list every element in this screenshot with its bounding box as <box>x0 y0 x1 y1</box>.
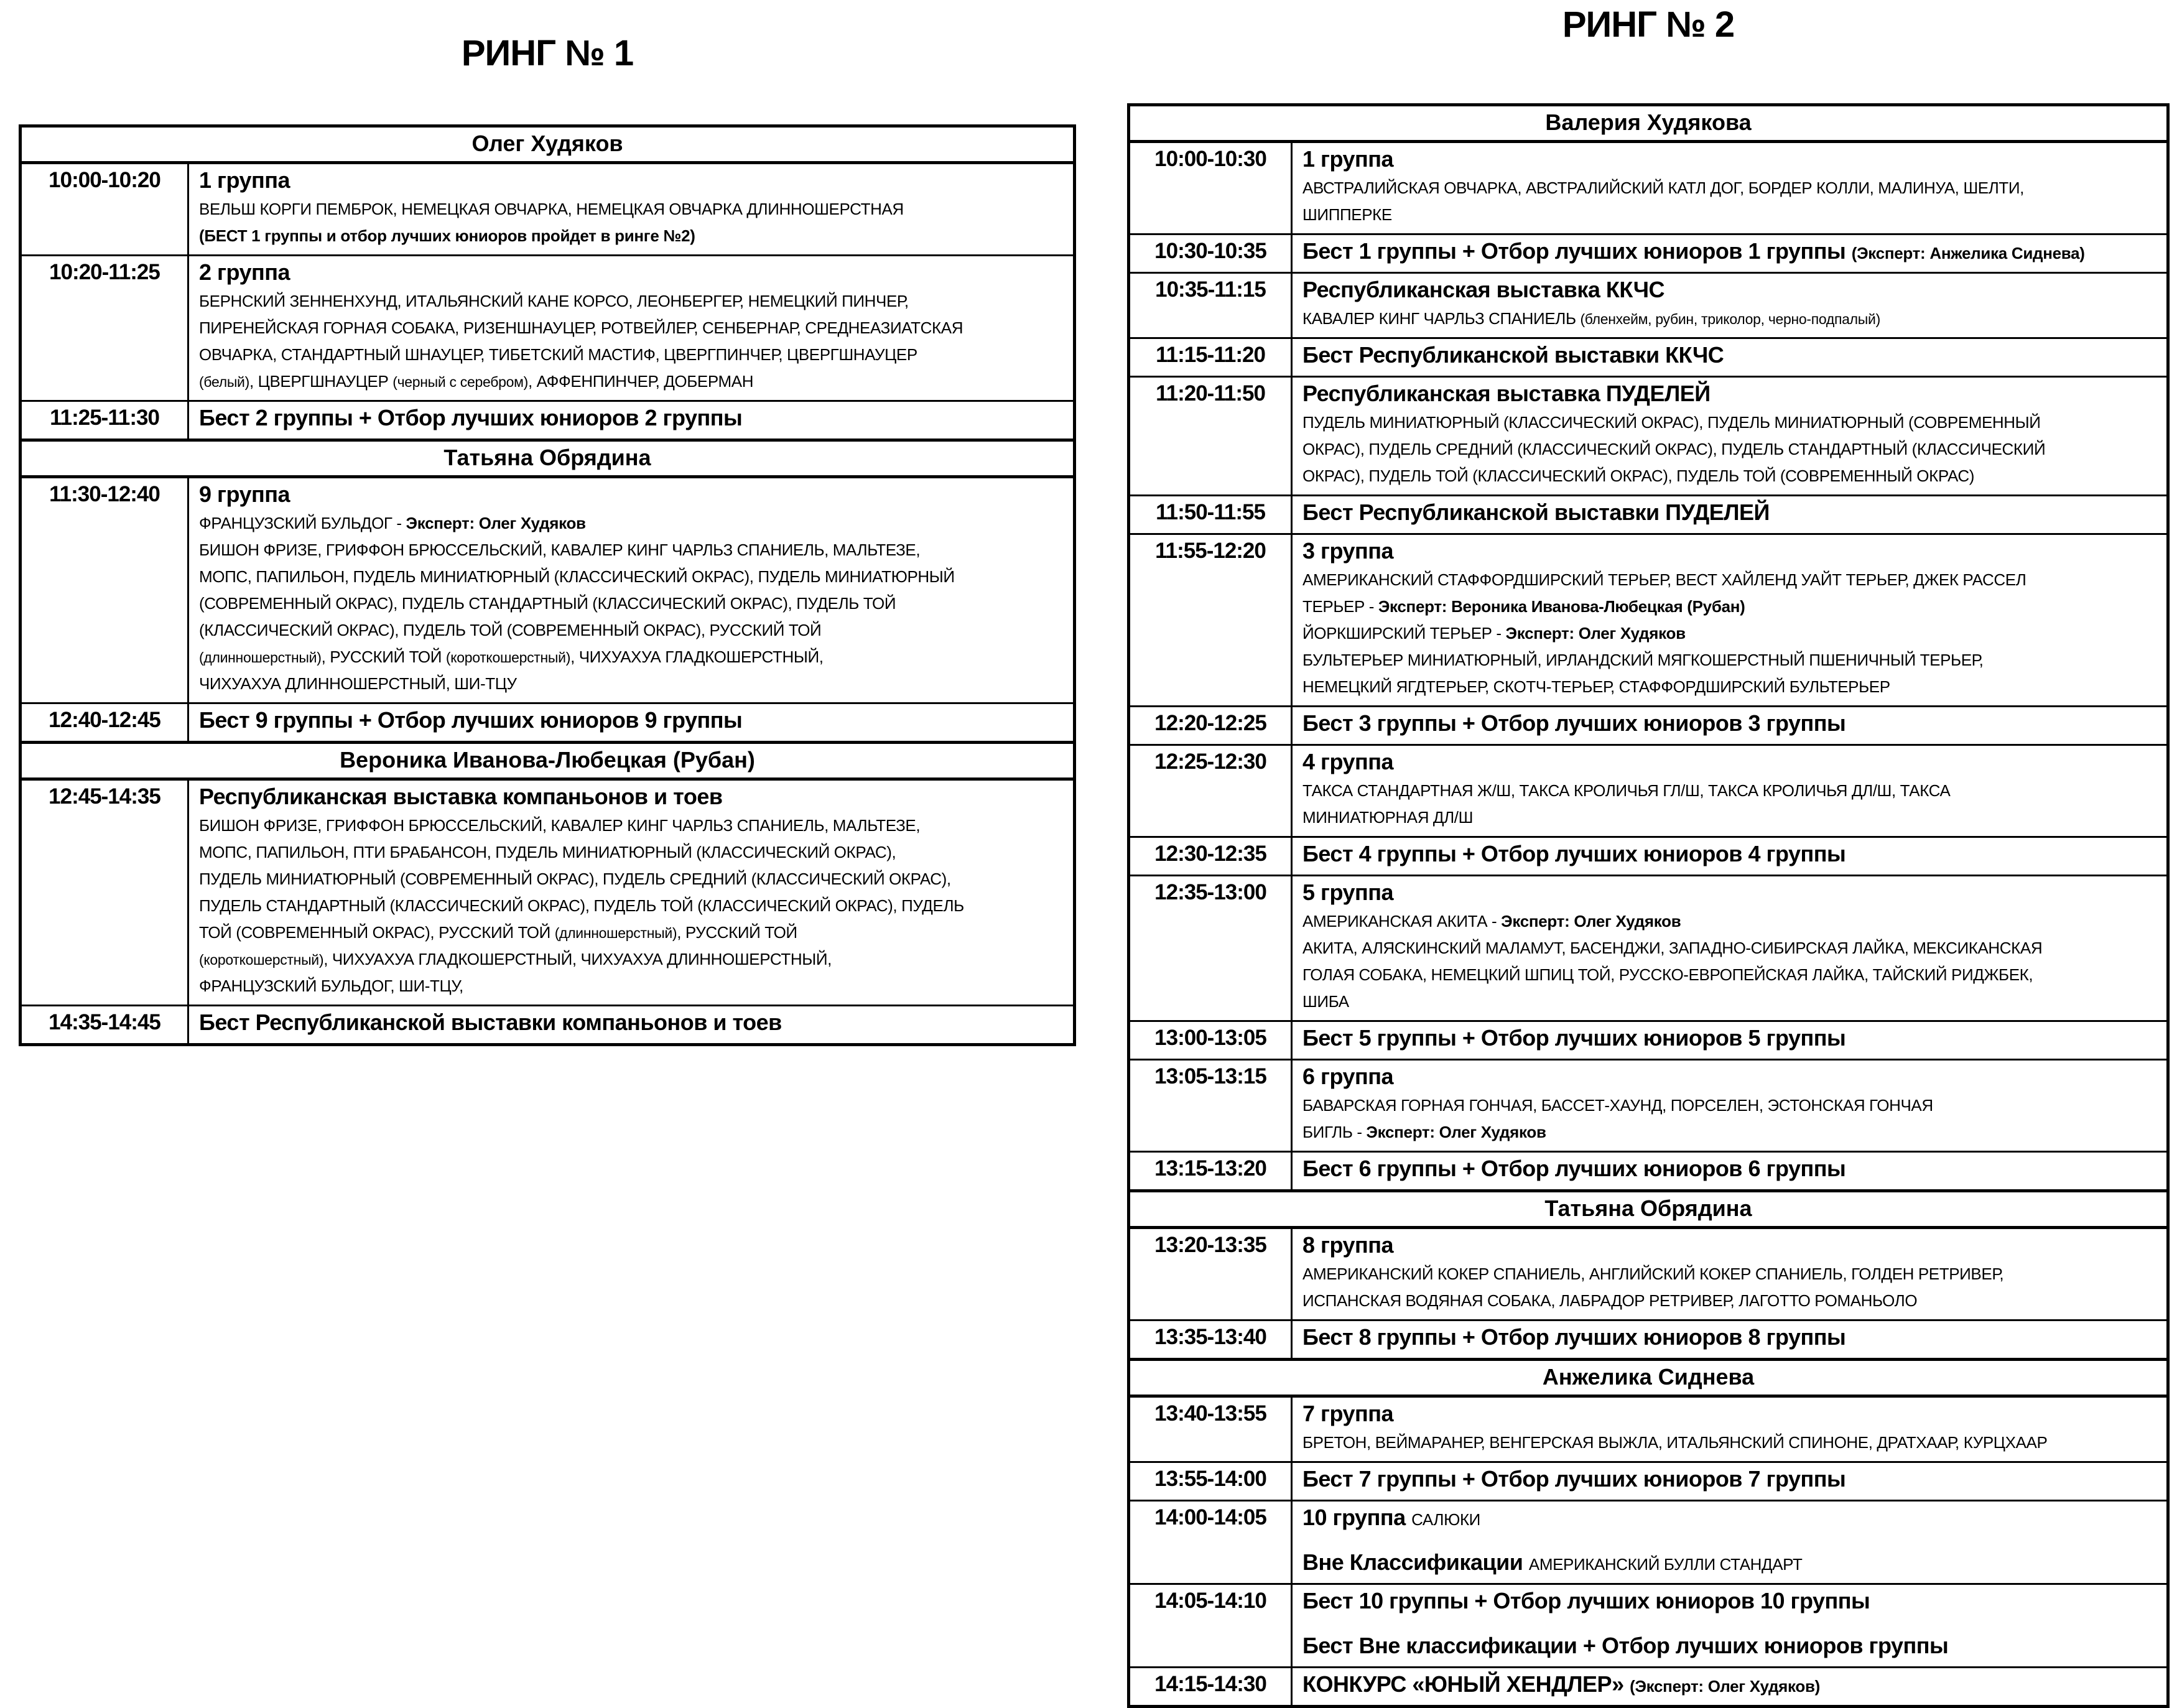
content-cell <box>1292 534 2168 707</box>
schedule-text: (короткошерстный) <box>445 649 571 666</box>
schedule-text: АКИТА, АЛЯСКИНСКИЙ МАЛАМУТ, БАСЕНДЖИ, ЗАПАДНО-СИБИРСКАЯ ЛАЙКА, МЕКСИКАНСКАЯ <box>1302 939 2043 957</box>
schedule-line <box>1302 237 2161 268</box>
schedule-text: КАВАЛЕР КИНГ ЧАРЛЬЗ СПАНИЕЛЬ <box>1302 309 1581 328</box>
schedule-line <box>1302 1120 2161 1147</box>
time-cell: 12:30-12:35 <box>1129 837 1292 876</box>
schedule-line <box>1302 675 2161 702</box>
schedule-row <box>1129 338 2168 377</box>
schedule-line <box>199 258 1068 289</box>
schedule-text: 8 группа <box>1302 1232 1394 1258</box>
schedule-text: БРЕТОН, ВЕЙМАРАНЕР, ВЕНГЕРСКАЯ ВЫЖЛА, ИТАЛЬЯНСКИЙ СПИНОНЕ, ДРАТХААР, КУРЦХААР <box>1302 1433 2048 1452</box>
schedule-row <box>1129 377 2168 496</box>
time-cell: 11:30-12:40 <box>21 477 188 703</box>
schedule-text: ОКРАС), ПУДЕЛЬ ТОЙ (КЛАССИЧЕСКИЙ ОКРАС), ПУДЕЛЬ ТОЙ (СОВРЕМЕННЫЙ ОКРАС) <box>1302 466 1975 485</box>
ring2-body <box>1129 105 2168 1707</box>
schedule-line <box>199 538 1068 565</box>
schedule-line <box>1302 1154 2161 1186</box>
schedule-text: ПУДЕЛЬ СТАНДАРТНЫЙ (КЛАССИЧЕСКИЙ ОКРАС), ПУДЕЛЬ ТОЙ (КЛАССИЧЕСКИЙ ОКРАС), ПУДЕЛЬ <box>199 896 964 915</box>
schedule-line <box>1302 648 2161 675</box>
content-cell <box>1292 1320 2168 1360</box>
judge-row <box>1129 105 2168 142</box>
schedule-text: ТОЙ (СОВРЕМЕННЫЙ ОКРАС), РУССКИЙ ТОЙ <box>199 923 555 942</box>
content-cell <box>188 779 1075 1006</box>
schedule-line <box>1302 464 2161 491</box>
schedule-text: 4 группа <box>1302 749 1394 774</box>
schedule-line <box>1302 1670 2161 1701</box>
schedule-text: , РУССКИЙ ТОЙ <box>677 923 797 942</box>
schedule-line <box>1302 1323 2161 1354</box>
schedule-text: ПИРЕНЕЙСКАЯ ГОРНАЯ СОБАКА, РИЗЕНШНАУЦЕР, РОТВЕЙЛЕР, СЕНБЕРНАР, СРЕДНЕАЗИАТСКАЯ <box>199 318 963 337</box>
schedule-text: БИГЛЬ - <box>1302 1123 1367 1141</box>
judge-name: Вероника Иванова-Любецкая (Рубан) <box>21 743 1075 779</box>
schedule-line <box>1302 1062 2161 1093</box>
schedule-text: МОПС, ПАПИЛЬОН, ПТИ БРАБАНСОН, ПУДЕЛЬ МИНИАТЮРНЫЙ (КЛАССИЧЕСКИЙ ОКРАС), <box>199 843 896 861</box>
schedule-row <box>1129 496 2168 534</box>
schedule-row <box>1129 1584 2168 1668</box>
schedule-text: 7 группа <box>1302 1401 1394 1426</box>
schedule-text: Республиканская выставка ПУДЕЛЕЙ <box>1302 381 1711 406</box>
schedule-line <box>199 645 1068 672</box>
schedule-line <box>199 369 1068 396</box>
judge-row <box>1129 1191 2168 1228</box>
schedule-line <box>1302 748 2161 779</box>
schedule-text: БУЛЬТЕРЬЕР МИНИАТЮРНЫЙ, ИРЛАНДСКИЙ МЯГКОШЕРСТНЫЙ ПШЕНИЧНЫЙ ТЕРЬЕР, <box>1302 651 1984 669</box>
content-cell <box>188 477 1075 703</box>
schedule-text: Бест Вне классификации + Отбор лучших юниоров группы <box>1302 1633 1949 1658</box>
schedule-line <box>1302 568 2161 595</box>
schedule-text: БАВАРСКАЯ ГОРНАЯ ГОНЧАЯ, БАССЕТ-ХАУНД, ПОРСЕЛЕН, ЭСТОНСКАЯ ГОНЧАЯ <box>1302 1096 1933 1115</box>
schedule-text: ЧИХУАХУА ДЛИННОШЕРСТНЫЙ, ШИ-ТЦУ <box>199 674 517 693</box>
schedule-text: БИШОН ФРИЗЕ, ГРИФФОН БРЮССЕЛЬСКИЙ, КАВАЛЕР КИНГ ЧАРЛЬЗ СПАНИЕЛЬ, МАЛЬТЕЗЕ, <box>199 541 921 559</box>
content-cell <box>1292 837 2168 876</box>
schedule-row <box>21 477 1075 703</box>
schedule-text: Бест 8 группы + Отбор лучших юниоров 8 группы <box>1302 1324 1846 1350</box>
content-cell <box>188 401 1075 440</box>
content-cell <box>1292 234 2168 273</box>
schedule-line <box>1302 276 2161 307</box>
judge-name: Татьяна Обрядина <box>21 440 1075 477</box>
judge-name: Татьяна Обрядина <box>1129 1191 2168 1228</box>
schedule-text: (длинношерстный) <box>554 925 677 941</box>
time-cell: 10:00-10:30 <box>1129 142 1292 234</box>
schedule-line <box>1302 411 2161 437</box>
time-cell: 10:20-11:25 <box>21 256 188 401</box>
content-cell <box>1292 1462 2168 1501</box>
schedule-text: Бест 6 группы + Отбор лучших юниоров 6 группы <box>1302 1156 1846 1181</box>
schedule-text: ФРАНЦУЗСКИЙ БУЛЬДОГ - <box>199 514 406 532</box>
schedule-line <box>199 947 1068 974</box>
schedule-line <box>199 197 1068 224</box>
schedule-line <box>1302 878 2161 909</box>
schedule-line <box>1302 1399 2161 1431</box>
schedule-text: МИНИАТЮРНАЯ ДЛ/Ш <box>1302 808 1474 827</box>
content-cell <box>1292 1152 2168 1191</box>
schedule-text: Республиканская выставка ККЧС <box>1302 277 1664 302</box>
schedule-text: Бест 7 группы + Отбор лучших юниоров 7 группы <box>1302 1466 1846 1492</box>
time-cell: 11:55-12:20 <box>1129 534 1292 707</box>
schedule-text: 1 группа <box>1302 146 1394 172</box>
schedule-text: МОПС, ПАПИЛЬОН, ПУДЕЛЬ МИНИАТЮРНЫЙ (КЛАССИЧЕСКИЙ ОКРАС), ПУДЕЛЬ МИНИАТЮРНЫЙ <box>199 567 955 586</box>
schedule-line <box>1302 1093 2161 1120</box>
time-cell: 14:00-14:05 <box>1129 1501 1292 1584</box>
schedule-text: (черный с серебром) <box>392 374 528 390</box>
schedule-text: 5 группа <box>1302 880 1394 905</box>
schedule-text: НЕМЕЦКИЙ ЯГДТЕРЬЕР, СКОТЧ-ТЕРЬЕР, СТАФФОРДШИРСКИЙ БУЛЬТЕРЬЕР <box>1302 677 1890 696</box>
schedule-line <box>1302 1289 2161 1316</box>
schedule-text: БЕРНСКИЙ ЗЕННЕНХУНД, ИТАЛЬЯНСКИЙ КАНЕ КОРСО, ЛЕОНБЕРГЕР, НЕМЕЦКИЙ ПИНЧЕР, <box>199 292 909 310</box>
schedule-row <box>21 1006 1075 1045</box>
time-cell: 14:15-14:30 <box>1129 1668 1292 1707</box>
schedule-text: (КЛАССИЧЕСКИЙ ОКРАС), ПУДЕЛЬ ТОЙ (СОВРЕМЕННЫЙ ОКРАС), РУССКИЙ ТОЙ <box>199 621 822 639</box>
schedule-row <box>21 703 1075 743</box>
schedule-text: (короткошерстный) <box>199 952 324 968</box>
schedule-text: (БЕСТ 1 группы и отбор лучших юниоров пройдет в ринге №2) <box>199 226 695 245</box>
content-cell <box>1292 1584 2168 1668</box>
content-cell <box>1292 273 2168 338</box>
schedule-line <box>1302 1618 2161 1631</box>
schedule-line <box>199 840 1068 867</box>
schedule-line <box>199 224 1068 251</box>
schedule-text: АМЕРИКАНСКИЙ КОКЕР СПАНИЕЛЬ, АНГЛИЙСКИЙ КОКЕР СПАНИЕЛЬ, ГОЛДЕН РЕТРИВЕР, <box>1302 1265 2004 1283</box>
schedule-line <box>1302 709 2161 740</box>
content-cell <box>1292 142 2168 234</box>
schedule-text: Бест Республиканской выставки компаньонов и тоев <box>199 1009 782 1035</box>
time-cell: 13:20-13:35 <box>1129 1228 1292 1320</box>
schedule-text: АМЕРИКАНСКИЙ БУЛЛИ СТАНДАРТ <box>1528 1555 1803 1574</box>
time-cell: 13:05-13:15 <box>1129 1060 1292 1152</box>
schedule-text: Бест 4 группы + Отбор лучших юниоров 4 группы <box>1302 841 1846 866</box>
ring2-table <box>1127 103 2170 1708</box>
schedule-text: 10 группа <box>1302 1505 1412 1530</box>
schedule-row <box>1129 1228 2168 1320</box>
schedule-line <box>1302 990 2161 1016</box>
schedule-text: ОВЧАРКА, СТАНДАРТНЫЙ ШНАУЦЕР, ТИБЕТСКИЙ МАСТИФ, ЦВЕРГПИНЧЕР, ЦВЕРГШНАУЦЕР <box>199 345 917 364</box>
schedule-line <box>199 921 1068 947</box>
schedule-row <box>21 779 1075 1006</box>
schedule-line <box>1302 909 2161 936</box>
time-cell: 13:15-13:20 <box>1129 1152 1292 1191</box>
schedule-line <box>1302 1534 2161 1548</box>
schedule-line <box>1302 805 2161 832</box>
schedule-text: Эксперт: Олег Худяков <box>1501 912 1681 931</box>
schedule-text: КОНКУРС «ЮНЫЙ ХЕНДЛЕР» <box>1302 1671 1630 1697</box>
schedule-text: (бленхейм, рубин, триколор, черно-подпалый) <box>1580 311 1880 327</box>
judge-row <box>21 126 1075 163</box>
content-cell <box>1292 1021 2168 1060</box>
schedule-text: АМЕРИКАНСКАЯ АКИТА - <box>1302 912 1502 931</box>
ring1-title: РИНГ № 1 <box>461 33 634 73</box>
schedule-row <box>1129 745 2168 837</box>
schedule-line <box>1302 379 2161 411</box>
content-cell <box>188 1006 1075 1045</box>
time-cell: 11:50-11:55 <box>1129 496 1292 534</box>
schedule-row <box>1129 837 2168 876</box>
content-cell <box>1292 1060 2168 1152</box>
schedule-line <box>1302 498 2161 529</box>
schedule-line <box>1302 1587 2161 1618</box>
schedule-row <box>1129 876 2168 1021</box>
schedule-line <box>199 814 1068 840</box>
schedule-line <box>199 618 1068 645</box>
schedule-row <box>1129 534 2168 707</box>
schedule-text: (СОВРЕМЕННЫЙ ОКРАС), ПУДЕЛЬ СТАНДАРТНЫЙ (КЛАССИЧЕСКИЙ ОКРАС), ПУДЕЛЬ ТОЙ <box>199 594 896 613</box>
schedule-text: Вне Классификации <box>1302 1549 1529 1575</box>
schedule-text: Бест 10 группы + Отбор лучших юниоров 10 группы <box>1302 1588 1870 1613</box>
schedule-row <box>1129 1060 2168 1152</box>
judge-name: Валерия Худякова <box>1129 105 2168 142</box>
schedule-line <box>199 316 1068 343</box>
schedule-line <box>1302 840 2161 871</box>
time-cell: 14:35-14:45 <box>21 1006 188 1045</box>
schedule-text: Бест 5 группы + Отбор лучших юниоров 5 группы <box>1302 1025 1846 1051</box>
schedule-line <box>1302 341 2161 372</box>
schedule-text: , АФФЕНПИНЧЕР, ДОБЕРМАН <box>527 372 754 391</box>
schedule-line <box>199 511 1068 538</box>
time-cell: 10:35-11:15 <box>1129 273 1292 338</box>
time-cell: 11:25-11:30 <box>21 401 188 440</box>
schedule-line <box>199 894 1068 921</box>
schedule-text: ВЕЛЬШ КОРГИ ПЕМБРОК, НЕМЕЦКАЯ ОВЧАРКА, НЕМЕЦКАЯ ОВЧАРКА ДЛИННОШЕРСТНАЯ <box>199 200 904 218</box>
time-cell: 11:20-11:50 <box>1129 377 1292 496</box>
schedule-line <box>1302 1231 2161 1262</box>
content-cell <box>188 256 1075 401</box>
schedule-text: (Эксперт: Олег Худяков) <box>1630 1677 1821 1696</box>
content-cell <box>1292 496 2168 534</box>
schedule-row <box>1129 273 2168 338</box>
schedule-text: , РУССКИЙ ТОЙ <box>321 647 446 666</box>
schedule-text: Эксперт: Олег Худяков <box>1366 1123 1546 1141</box>
schedule-line <box>1302 1262 2161 1289</box>
schedule-text: АМЕРИКАНСКИЙ СТАФФОРДШИРСКИЙ ТЕРЬЕР, ВЕСТ ХАЙЛЕНД УАЙТ ТЕРЬЕР, ДЖЕК РАССЕЛ <box>1302 570 2026 589</box>
content-cell <box>1292 1228 2168 1320</box>
content-cell <box>1292 876 2168 1021</box>
schedule-row <box>1129 1668 2168 1707</box>
schedule-text: ПУДЕЛЬ МИНИАТЮРНЫЙ (КЛАССИЧЕСКИЙ ОКРАС), ПУДЕЛЬ МИНИАТЮРНЫЙ (СОВРЕМЕННЫЙ <box>1302 413 2041 432</box>
schedule-text: 3 группа <box>1302 538 1394 564</box>
content-cell <box>188 703 1075 743</box>
schedule-text: 1 группа <box>199 167 290 193</box>
schedule-text: ТЕРЬЕР - <box>1302 597 1378 616</box>
schedule-text: (длинношерстный) <box>199 649 322 666</box>
content-cell <box>1292 1396 2168 1462</box>
schedule-text: Бест Республиканской выставки ПУДЕЛЕЙ <box>1302 499 1770 525</box>
schedule-line <box>199 706 1068 737</box>
schedule-line <box>199 592 1068 618</box>
content-cell <box>188 163 1075 256</box>
schedule-row <box>21 256 1075 401</box>
schedule-line <box>199 565 1068 592</box>
schedule-text: , ЦВЕРГШНАУЦЕР <box>249 372 393 391</box>
schedule-text: Республиканская выставка компаньонов и тоев <box>199 784 723 809</box>
schedule-text: Эксперт: Олег Худяков <box>1505 624 1686 643</box>
schedule-row <box>1129 234 2168 273</box>
content-cell <box>1292 338 2168 377</box>
schedule-line <box>1302 145 2161 176</box>
schedule-line <box>1302 176 2161 203</box>
schedule-text: (белый) <box>199 374 249 390</box>
time-cell: 12:40-12:45 <box>21 703 188 743</box>
judge-row <box>21 743 1075 779</box>
schedule-text: САЛЮКИ <box>1411 1510 1480 1529</box>
schedule-line <box>1302 595 2161 621</box>
schedule-line <box>1302 437 2161 464</box>
schedule-text: ИСПАНСКАЯ ВОДЯНАЯ СОБАКА, ЛАБРАДОР РЕТРИВЕР, ЛАГОТТО РОМАНЬОЛО <box>1302 1291 1918 1310</box>
judge-row <box>21 440 1075 477</box>
content-cell <box>1292 707 2168 745</box>
schedule-text: ПУДЕЛЬ МИНИАТЮРНЫЙ (СОВРЕМЕННЫЙ ОКРАС), ПУДЕЛЬ СРЕДНИЙ (КЛАССИЧЕСКИЙ ОКРАС), <box>199 870 951 888</box>
schedule-text: Бест Республиканской выставки ККЧС <box>1302 342 1724 368</box>
schedule-line <box>199 974 1068 1001</box>
schedule-row <box>1129 1021 2168 1060</box>
schedule-line <box>199 867 1068 894</box>
schedule-row <box>1129 1320 2168 1360</box>
judge-name: Олег Худяков <box>21 126 1075 163</box>
time-cell: 12:25-12:30 <box>1129 745 1292 837</box>
ring2-title: РИНГ № 2 <box>1562 4 1735 45</box>
schedule-line <box>1302 621 2161 648</box>
schedule-row <box>1129 1462 2168 1501</box>
time-cell: 13:00-13:05 <box>1129 1021 1292 1060</box>
schedule-line <box>1302 963 2161 990</box>
schedule-line <box>199 672 1068 699</box>
content-cell <box>1292 377 2168 496</box>
judge-name: Анжелика Сиднева <box>1129 1360 2168 1396</box>
schedule-row <box>1129 707 2168 745</box>
schedule-line <box>1302 936 2161 963</box>
schedule-text: ШИБА <box>1302 992 1349 1011</box>
schedule-text: ЙОРКШИРСКИЙ ТЕРЬЕР - <box>1302 624 1506 643</box>
time-cell: 13:40-13:55 <box>1129 1396 1292 1462</box>
schedule-line <box>1302 779 2161 805</box>
schedule-text: Бест 9 группы + Отбор лучших юниоров 9 группы <box>199 707 743 733</box>
ring1-body <box>21 126 1075 1045</box>
schedule-line <box>1302 1024 2161 1055</box>
schedule-text: ГОЛАЯ СОБАКА, НЕМЕЦКИЙ ШПИЦ ТОЙ, РУССКО-ЕВРОПЕЙСКАЯ ЛАЙКА, ТАЙСКИЙ РИДЖБЕК, <box>1302 965 2033 984</box>
schedule-line <box>199 289 1068 316</box>
schedule-line <box>1302 1431 2161 1457</box>
content-cell <box>1292 745 2168 837</box>
time-cell: 10:00-10:20 <box>21 163 188 256</box>
schedule-line <box>1302 537 2161 568</box>
schedule-text: , ЧИХУАХУА ГЛАДКОШЕРСТНЫЙ, <box>570 647 824 666</box>
schedule-row <box>1129 1152 2168 1191</box>
time-cell: 12:35-13:00 <box>1129 876 1292 1021</box>
schedule-text: , ЧИХУАХУА ГЛАДКОШЕРСТНЫЙ, ЧИХУАХУА ДЛИННОШЕРСТНЫЙ, <box>323 950 832 968</box>
schedule-text: ТАКСА СТАНДАРТНАЯ Ж/Ш, ТАКСА КРОЛИЧЬЯ ГЛ/Ш, ТАКСА КРОЛИЧЬЯ ДЛ/Ш, ТАКСА <box>1302 781 1951 800</box>
judge-row <box>1129 1360 2168 1396</box>
time-cell: 13:55-14:00 <box>1129 1462 1292 1501</box>
schedule-line <box>199 166 1068 197</box>
schedule-text: Бест 3 группы + Отбор лучших юниоров 3 группы <box>1302 710 1846 736</box>
schedule-text: 6 группа <box>1302 1064 1394 1089</box>
schedule-row <box>1129 1396 2168 1462</box>
schedule-text: (Эксперт: Анжелика Сиднева) <box>1851 244 2085 262</box>
schedule-text: ФРАНЦУЗСКИЙ БУЛЬДОГ, ШИ-ТЦУ, <box>199 977 463 995</box>
schedule-text: АВСТРАЛИЙСКАЯ ОВЧАРКА, АВСТРАЛИЙСКИЙ КАТЛ ДОГ, БОРДЕР КОЛЛИ, МАЛИНУА, ШЕЛТИ, <box>1302 179 2024 197</box>
schedule-line <box>199 480 1068 511</box>
schedule-line <box>199 1008 1068 1039</box>
schedule-text: ОКРАС), ПУДЕЛЬ СРЕДНИЙ (КЛАССИЧЕСКИЙ ОКРАС), ПУДЕЛЬ СТАНДАРТНЫЙ (КЛАССИЧЕСКИЙ <box>1302 440 2046 458</box>
time-cell: 10:30-10:35 <box>1129 234 1292 273</box>
ring1-table <box>19 124 1076 1046</box>
schedule-line <box>1302 1548 2161 1579</box>
schedule-line <box>1302 1503 2161 1534</box>
time-cell: 13:35-13:40 <box>1129 1320 1292 1360</box>
content-cell <box>1292 1668 2168 1707</box>
schedule-text: ШИППЕРКЕ <box>1302 205 1392 224</box>
schedule-line <box>1302 1631 2161 1663</box>
schedule-row <box>21 401 1075 440</box>
time-cell: 12:20-12:25 <box>1129 707 1292 745</box>
schedule-text: Эксперт: Олег Худяков <box>406 514 586 532</box>
time-cell: 11:15-11:20 <box>1129 338 1292 377</box>
schedule-text: Бест 2 группы + Отбор лучших юниоров 2 группы <box>199 405 743 430</box>
schedule-line <box>1302 1465 2161 1496</box>
time-cell: 14:05-14:10 <box>1129 1584 1292 1668</box>
schedule-row <box>21 163 1075 256</box>
schedule-line <box>199 404 1068 435</box>
schedule-text: БИШОН ФРИЗЕ, ГРИФФОН БРЮССЕЛЬСКИЙ, КАВАЛЕР КИНГ ЧАРЛЬЗ СПАНИЕЛЬ, МАЛЬТЕЗЕ, <box>199 816 921 835</box>
schedule-row <box>1129 142 2168 234</box>
time-cell: 12:45-14:35 <box>21 779 188 1006</box>
schedule-text: Бест 1 группы + Отбор лучших юниоров 1 группы <box>1302 238 1852 264</box>
schedule-text: Эксперт: Вероника Иванова-Любецкая (Рубан) <box>1378 597 1745 616</box>
schedule-line <box>199 343 1068 369</box>
schedule-line <box>199 782 1068 814</box>
schedule-text: 2 группа <box>199 259 290 285</box>
schedule-text: 9 группа <box>199 481 290 507</box>
schedule-line <box>1302 307 2161 333</box>
schedule-line <box>1302 203 2161 230</box>
